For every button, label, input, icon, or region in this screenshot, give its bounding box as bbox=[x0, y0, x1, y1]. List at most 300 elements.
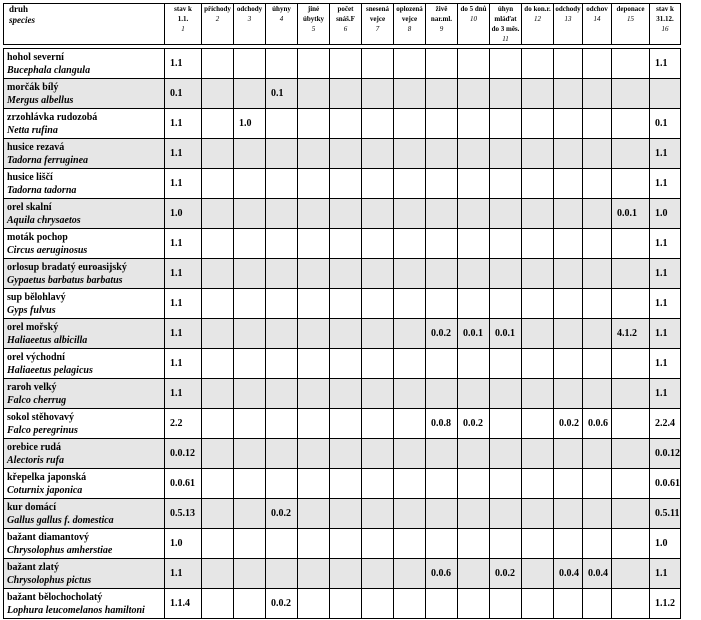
value-cell-col-2 bbox=[202, 259, 234, 289]
col-header-10: do 5 dnů 10 bbox=[458, 4, 490, 45]
species-name-cz: kur domácí bbox=[7, 501, 56, 513]
value-cell-col-14 bbox=[583, 199, 612, 229]
value-cell-col-8 bbox=[394, 229, 426, 259]
table-row bbox=[4, 199, 681, 229]
value-cell-col-11 bbox=[490, 139, 522, 169]
table-row bbox=[4, 379, 681, 409]
species-name-latin: Gypaetus barbatus barbatus bbox=[7, 274, 123, 286]
value-cell-col-5 bbox=[298, 499, 330, 529]
species-header-cz: druh bbox=[9, 4, 29, 14]
value-cell-col-4 bbox=[266, 259, 298, 289]
value-cell-col-1: 1.0 bbox=[165, 529, 202, 559]
value-cell-col-11 bbox=[490, 409, 522, 439]
value-cell-col-7 bbox=[362, 589, 394, 619]
value-cell-col-2 bbox=[202, 49, 234, 79]
table-row bbox=[4, 79, 681, 109]
value-cell-col-1: 1.1 bbox=[165, 319, 202, 349]
species-name-latin: Tadorna tadorna bbox=[7, 184, 77, 196]
species-cell bbox=[4, 469, 165, 499]
value-cell-col-11 bbox=[490, 469, 522, 499]
value-cell-col-3 bbox=[234, 349, 266, 379]
value-cell-col-6 bbox=[330, 529, 362, 559]
value-cell-col-9 bbox=[426, 229, 458, 259]
value-cell-col-5 bbox=[298, 349, 330, 379]
species-name-latin: Coturnix japonica bbox=[7, 484, 83, 496]
species-cell bbox=[4, 409, 165, 439]
value-cell-col-11 bbox=[490, 79, 522, 109]
value-cell-col-1: 1.1.4 bbox=[165, 589, 202, 619]
value-cell-col-14 bbox=[583, 169, 612, 199]
value-cell-col-15 bbox=[612, 589, 650, 619]
value-cell-col-14 bbox=[583, 109, 612, 139]
species-name-latin: Alectoris rufa bbox=[7, 454, 64, 466]
value-cell-col-4 bbox=[266, 409, 298, 439]
value-cell-col-3 bbox=[234, 589, 266, 619]
value-cell-col-9 bbox=[426, 439, 458, 469]
value-cell-col-5 bbox=[298, 529, 330, 559]
species-name-cz: husice rezavá bbox=[7, 141, 65, 153]
value-cell-col-6 bbox=[330, 229, 362, 259]
value-cell-col-14 bbox=[583, 79, 612, 109]
value-cell-col-15 bbox=[612, 379, 650, 409]
value-cell-col-1: 1.1 bbox=[165, 559, 202, 589]
value-cell-col-8 bbox=[394, 169, 426, 199]
table-row bbox=[4, 439, 681, 469]
value-cell-col-11: 0.0.1 bbox=[490, 319, 522, 349]
value-cell-col-2 bbox=[202, 469, 234, 499]
table-row bbox=[4, 409, 681, 439]
table-row bbox=[4, 109, 681, 139]
value-cell-col-4 bbox=[266, 199, 298, 229]
value-cell-col-13 bbox=[554, 49, 583, 79]
value-cell-col-16: 1.1 bbox=[650, 169, 681, 199]
table-row bbox=[4, 499, 681, 529]
value-cell-col-15 bbox=[612, 49, 650, 79]
value-cell-col-6 bbox=[330, 79, 362, 109]
col-header-12: do kon.r. 12 bbox=[522, 4, 554, 45]
value-cell-col-11 bbox=[490, 109, 522, 139]
value-cell-col-8 bbox=[394, 289, 426, 319]
value-cell-col-3 bbox=[234, 499, 266, 529]
value-cell-col-1: 1.1 bbox=[165, 109, 202, 139]
value-cell-col-8 bbox=[394, 589, 426, 619]
value-cell-col-5 bbox=[298, 409, 330, 439]
value-cell-col-16: 1.0 bbox=[650, 529, 681, 559]
table-row bbox=[4, 589, 681, 619]
species-cell bbox=[4, 139, 165, 169]
value-cell-col-16 bbox=[650, 79, 681, 109]
value-cell-col-9 bbox=[426, 199, 458, 229]
value-cell-col-12 bbox=[522, 379, 554, 409]
value-cell-col-15 bbox=[612, 109, 650, 139]
value-cell-col-6 bbox=[330, 559, 362, 589]
value-cell-col-8 bbox=[394, 79, 426, 109]
value-cell-col-16: 1.1 bbox=[650, 49, 681, 79]
value-cell-col-7 bbox=[362, 469, 394, 499]
value-cell-col-12 bbox=[522, 439, 554, 469]
value-cell-col-14 bbox=[583, 229, 612, 259]
species-cell bbox=[4, 529, 165, 559]
value-cell-col-6 bbox=[330, 379, 362, 409]
value-cell-col-11 bbox=[490, 439, 522, 469]
value-cell-col-8 bbox=[394, 529, 426, 559]
value-cell-col-7 bbox=[362, 319, 394, 349]
value-cell-col-11 bbox=[490, 379, 522, 409]
value-cell-col-12 bbox=[522, 79, 554, 109]
species-cell bbox=[4, 79, 165, 109]
species-name-latin: Tadorna ferruginea bbox=[7, 154, 89, 166]
value-cell-col-13 bbox=[554, 169, 583, 199]
value-cell-col-8 bbox=[394, 109, 426, 139]
value-cell-col-15 bbox=[612, 559, 650, 589]
value-cell-col-2 bbox=[202, 409, 234, 439]
value-cell-col-9 bbox=[426, 349, 458, 379]
value-cell-col-16: 1.1 bbox=[650, 259, 681, 289]
value-cell-col-15 bbox=[612, 499, 650, 529]
value-cell-col-13 bbox=[554, 319, 583, 349]
value-cell-col-8 bbox=[394, 259, 426, 289]
value-cell-col-3 bbox=[234, 529, 266, 559]
species-name-latin: Haliaeetus pelagicus bbox=[7, 364, 93, 376]
value-cell-col-10 bbox=[458, 379, 490, 409]
value-cell-col-5 bbox=[298, 79, 330, 109]
value-cell-col-13 bbox=[554, 379, 583, 409]
value-cell-col-9 bbox=[426, 499, 458, 529]
value-cell-col-1: 0.1 bbox=[165, 79, 202, 109]
col-header-3: odchody 3 bbox=[234, 4, 266, 45]
species-cell bbox=[4, 379, 165, 409]
species-name-latin: Bucephala clangula bbox=[7, 64, 91, 76]
value-cell-col-10 bbox=[458, 49, 490, 79]
value-cell-col-4 bbox=[266, 379, 298, 409]
col-header-7: snesená vejce 7 bbox=[362, 4, 394, 45]
value-cell-col-12 bbox=[522, 139, 554, 169]
value-cell-col-1: 1.1 bbox=[165, 49, 202, 79]
value-cell-col-7 bbox=[362, 349, 394, 379]
value-cell-col-3 bbox=[234, 319, 266, 349]
species-name-cz: orlosup bradatý euroasijský bbox=[7, 261, 127, 273]
value-cell-col-12 bbox=[522, 319, 554, 349]
species-name-cz: sokol stěhovavý bbox=[7, 411, 74, 423]
value-cell-col-9 bbox=[426, 139, 458, 169]
value-cell-col-4: 0.1 bbox=[266, 79, 298, 109]
value-cell-col-11 bbox=[490, 169, 522, 199]
species-name-latin: Lophura leucomelanos hamiltoni bbox=[7, 604, 145, 616]
value-cell-col-6 bbox=[330, 319, 362, 349]
value-cell-col-13 bbox=[554, 349, 583, 379]
value-cell-col-14 bbox=[583, 379, 612, 409]
value-cell-col-2 bbox=[202, 169, 234, 199]
value-cell-col-1: 1.0 bbox=[165, 199, 202, 229]
value-cell-col-4 bbox=[266, 319, 298, 349]
col-header-14: odchov 14 bbox=[583, 4, 612, 45]
value-cell-col-16: 1.1 bbox=[650, 229, 681, 259]
value-cell-col-3 bbox=[234, 229, 266, 259]
value-cell-col-11 bbox=[490, 199, 522, 229]
value-cell-col-5 bbox=[298, 49, 330, 79]
value-cell-col-3 bbox=[234, 49, 266, 79]
col-header-6: počet snáš.F 6 bbox=[330, 4, 362, 45]
value-cell-col-15 bbox=[612, 259, 650, 289]
value-cell-col-10: 0.0.1 bbox=[458, 319, 490, 349]
value-cell-col-4 bbox=[266, 49, 298, 79]
value-cell-col-3 bbox=[234, 139, 266, 169]
species-name-latin: Gallus gallus f. domestica bbox=[7, 514, 114, 526]
value-cell-col-8 bbox=[394, 559, 426, 589]
value-cell-col-9 bbox=[426, 379, 458, 409]
value-cell-col-3 bbox=[234, 469, 266, 499]
species-name-latin: Gyps fulvus bbox=[7, 304, 56, 316]
value-cell-col-8 bbox=[394, 349, 426, 379]
species-name-cz: orel mořský bbox=[7, 321, 59, 333]
species-cell bbox=[4, 499, 165, 529]
value-cell-col-10 bbox=[458, 349, 490, 379]
species-cell bbox=[4, 259, 165, 289]
value-cell-col-12 bbox=[522, 229, 554, 259]
value-cell-col-5 bbox=[298, 259, 330, 289]
value-cell-col-8 bbox=[394, 49, 426, 79]
value-cell-col-13 bbox=[554, 79, 583, 109]
value-cell-col-9 bbox=[426, 289, 458, 319]
value-cell-col-3: 1.0 bbox=[234, 109, 266, 139]
value-cell-col-11 bbox=[490, 229, 522, 259]
value-cell-col-1: 1.1 bbox=[165, 289, 202, 319]
value-cell-col-15 bbox=[612, 439, 650, 469]
value-cell-col-13 bbox=[554, 139, 583, 169]
value-cell-col-2 bbox=[202, 349, 234, 379]
value-cell-col-10 bbox=[458, 259, 490, 289]
value-cell-col-6 bbox=[330, 439, 362, 469]
value-cell-col-16: 1.1 bbox=[650, 379, 681, 409]
col-header-15: deponace 15 bbox=[612, 4, 650, 45]
value-cell-col-7 bbox=[362, 109, 394, 139]
value-cell-col-5 bbox=[298, 109, 330, 139]
value-cell-col-6 bbox=[330, 109, 362, 139]
value-cell-col-5 bbox=[298, 319, 330, 349]
value-cell-col-16: 0.1 bbox=[650, 109, 681, 139]
value-cell-col-3 bbox=[234, 379, 266, 409]
value-cell-col-10: 0.0.2 bbox=[458, 409, 490, 439]
value-cell-col-9 bbox=[426, 79, 458, 109]
value-cell-col-6 bbox=[330, 199, 362, 229]
value-cell-col-11 bbox=[490, 589, 522, 619]
value-cell-col-16: 1.0 bbox=[650, 199, 681, 229]
value-cell-col-16: 1.1 bbox=[650, 319, 681, 349]
species-name-latin: Haliaeetus albicilla bbox=[7, 334, 88, 346]
col-header-5: jiné úbytky 5 bbox=[298, 4, 330, 45]
value-cell-col-11 bbox=[490, 289, 522, 319]
value-cell-col-16: 1.1 bbox=[650, 139, 681, 169]
value-cell-col-2 bbox=[202, 139, 234, 169]
value-cell-col-4 bbox=[266, 289, 298, 319]
species-cell bbox=[4, 349, 165, 379]
value-cell-col-6 bbox=[330, 169, 362, 199]
value-cell-col-10 bbox=[458, 529, 490, 559]
value-cell-col-11 bbox=[490, 499, 522, 529]
species-header-en: species bbox=[9, 15, 35, 25]
table-row bbox=[4, 349, 681, 379]
value-cell-col-12 bbox=[522, 289, 554, 319]
table-row bbox=[4, 319, 681, 349]
value-cell-col-15: 4.1.2 bbox=[612, 319, 650, 349]
value-cell-col-7 bbox=[362, 259, 394, 289]
col-header-2: příchody 2 bbox=[202, 4, 234, 45]
value-cell-col-13 bbox=[554, 199, 583, 229]
value-cell-col-4 bbox=[266, 349, 298, 379]
value-cell-col-7 bbox=[362, 49, 394, 79]
value-cell-col-12 bbox=[522, 529, 554, 559]
value-cell-col-16: 2.2.4 bbox=[650, 409, 681, 439]
value-cell-col-8 bbox=[394, 499, 426, 529]
table-row bbox=[4, 469, 681, 499]
value-cell-col-12 bbox=[522, 589, 554, 619]
col-header-1: stav k 1.1. 1 bbox=[165, 4, 202, 45]
value-cell-col-7 bbox=[362, 409, 394, 439]
value-cell-col-10 bbox=[458, 79, 490, 109]
value-cell-col-5 bbox=[298, 229, 330, 259]
value-cell-col-15 bbox=[612, 139, 650, 169]
species-name-cz: sup bělohlavý bbox=[7, 291, 66, 303]
species-cell bbox=[4, 49, 165, 79]
species-cell bbox=[4, 229, 165, 259]
value-cell-col-9: 0.0.2 bbox=[426, 319, 458, 349]
value-cell-col-16: 1.1 bbox=[650, 349, 681, 379]
value-cell-col-14 bbox=[583, 259, 612, 289]
value-cell-col-10 bbox=[458, 439, 490, 469]
value-cell-col-9: 0.0.8 bbox=[426, 409, 458, 439]
value-cell-col-7 bbox=[362, 139, 394, 169]
value-cell-col-13 bbox=[554, 109, 583, 139]
value-cell-col-14: 0.0.4 bbox=[583, 559, 612, 589]
col-header-4: úhyny 4 bbox=[266, 4, 298, 45]
value-cell-col-7 bbox=[362, 199, 394, 229]
value-cell-col-7 bbox=[362, 559, 394, 589]
col-header-8: oplozená vejce 8 bbox=[394, 4, 426, 45]
value-cell-col-9 bbox=[426, 169, 458, 199]
species-header bbox=[4, 4, 165, 45]
value-cell-col-6 bbox=[330, 289, 362, 319]
value-cell-col-6 bbox=[330, 49, 362, 79]
value-cell-col-7 bbox=[362, 229, 394, 259]
value-cell-col-13: 0.0.2 bbox=[554, 409, 583, 439]
value-cell-col-8 bbox=[394, 199, 426, 229]
value-cell-col-11: 0.0.2 bbox=[490, 559, 522, 589]
value-cell-col-9 bbox=[426, 109, 458, 139]
species-cell bbox=[4, 439, 165, 469]
value-cell-col-12 bbox=[522, 409, 554, 439]
value-cell-col-6 bbox=[330, 469, 362, 499]
value-cell-col-6 bbox=[330, 349, 362, 379]
value-cell-col-15 bbox=[612, 409, 650, 439]
value-cell-col-7 bbox=[362, 439, 394, 469]
value-cell-col-13 bbox=[554, 259, 583, 289]
species-name-cz: orel skalní bbox=[7, 201, 52, 213]
value-cell-col-10 bbox=[458, 559, 490, 589]
value-cell-col-16: 1.1 bbox=[650, 559, 681, 589]
value-cell-col-1: 1.1 bbox=[165, 169, 202, 199]
value-cell-col-3 bbox=[234, 409, 266, 439]
value-cell-col-4 bbox=[266, 469, 298, 499]
table-row bbox=[4, 139, 681, 169]
value-cell-col-14 bbox=[583, 469, 612, 499]
value-cell-col-1: 0.5.13 bbox=[165, 499, 202, 529]
table-row bbox=[4, 289, 681, 319]
value-cell-col-7 bbox=[362, 289, 394, 319]
value-cell-col-6 bbox=[330, 499, 362, 529]
value-cell-col-10 bbox=[458, 469, 490, 499]
value-cell-col-4: 0.0.2 bbox=[266, 499, 298, 529]
value-cell-col-10 bbox=[458, 199, 490, 229]
value-cell-col-4: 0.0.2 bbox=[266, 589, 298, 619]
value-cell-col-16: 0.0.61 bbox=[650, 469, 681, 499]
species-name-latin: Mergus albellus bbox=[7, 94, 74, 106]
species-cell bbox=[4, 319, 165, 349]
species-name-latin: Circus aeruginosus bbox=[7, 244, 88, 256]
value-cell-col-13 bbox=[554, 439, 583, 469]
value-cell-col-10 bbox=[458, 139, 490, 169]
value-cell-col-5 bbox=[298, 139, 330, 169]
value-cell-col-5 bbox=[298, 589, 330, 619]
species-name-cz: bažant zlatý bbox=[7, 561, 59, 573]
value-cell-col-12 bbox=[522, 199, 554, 229]
species-cell bbox=[4, 289, 165, 319]
value-cell-col-8 bbox=[394, 409, 426, 439]
table-row bbox=[4, 259, 681, 289]
value-cell-col-11 bbox=[490, 259, 522, 289]
value-cell-col-2 bbox=[202, 439, 234, 469]
value-cell-col-5 bbox=[298, 289, 330, 319]
value-cell-col-12 bbox=[522, 109, 554, 139]
value-cell-col-4 bbox=[266, 559, 298, 589]
value-cell-col-5 bbox=[298, 559, 330, 589]
value-cell-col-1: 0.0.12 bbox=[165, 439, 202, 469]
value-cell-col-14 bbox=[583, 49, 612, 79]
col-header-13: odchody 13 bbox=[554, 4, 583, 45]
value-cell-col-14 bbox=[583, 319, 612, 349]
value-cell-col-4 bbox=[266, 109, 298, 139]
table-row bbox=[4, 49, 681, 79]
species-name-latin: Chrysolophus amherstiae bbox=[7, 544, 113, 556]
value-cell-col-4 bbox=[266, 439, 298, 469]
value-cell-col-8 bbox=[394, 439, 426, 469]
value-cell-col-1: 1.1 bbox=[165, 379, 202, 409]
value-cell-col-14 bbox=[583, 529, 612, 559]
species-name-cz: orel východní bbox=[7, 351, 65, 363]
value-cell-col-15 bbox=[612, 529, 650, 559]
value-cell-col-16: 1.1 bbox=[650, 289, 681, 319]
species-cell bbox=[4, 199, 165, 229]
species-cell bbox=[4, 559, 165, 589]
value-cell-col-14 bbox=[583, 289, 612, 319]
value-cell-col-6 bbox=[330, 589, 362, 619]
value-cell-col-1: 1.1 bbox=[165, 349, 202, 379]
species-name-cz: zrzohlávka rudozobá bbox=[7, 111, 98, 123]
value-cell-col-4 bbox=[266, 529, 298, 559]
value-cell-col-13 bbox=[554, 229, 583, 259]
species-name-latin: Falco cherrug bbox=[7, 394, 67, 406]
value-cell-col-13 bbox=[554, 529, 583, 559]
species-name-cz: moták pochop bbox=[7, 231, 68, 243]
value-cell-col-2 bbox=[202, 559, 234, 589]
value-cell-col-15 bbox=[612, 169, 650, 199]
value-cell-col-9 bbox=[426, 529, 458, 559]
value-cell-col-15 bbox=[612, 289, 650, 319]
value-cell-col-2 bbox=[202, 229, 234, 259]
value-cell-col-3 bbox=[234, 289, 266, 319]
species-name-cz: bažant diamantový bbox=[7, 531, 89, 543]
species-name-cz: raroh velký bbox=[7, 381, 57, 393]
value-cell-col-2 bbox=[202, 109, 234, 139]
